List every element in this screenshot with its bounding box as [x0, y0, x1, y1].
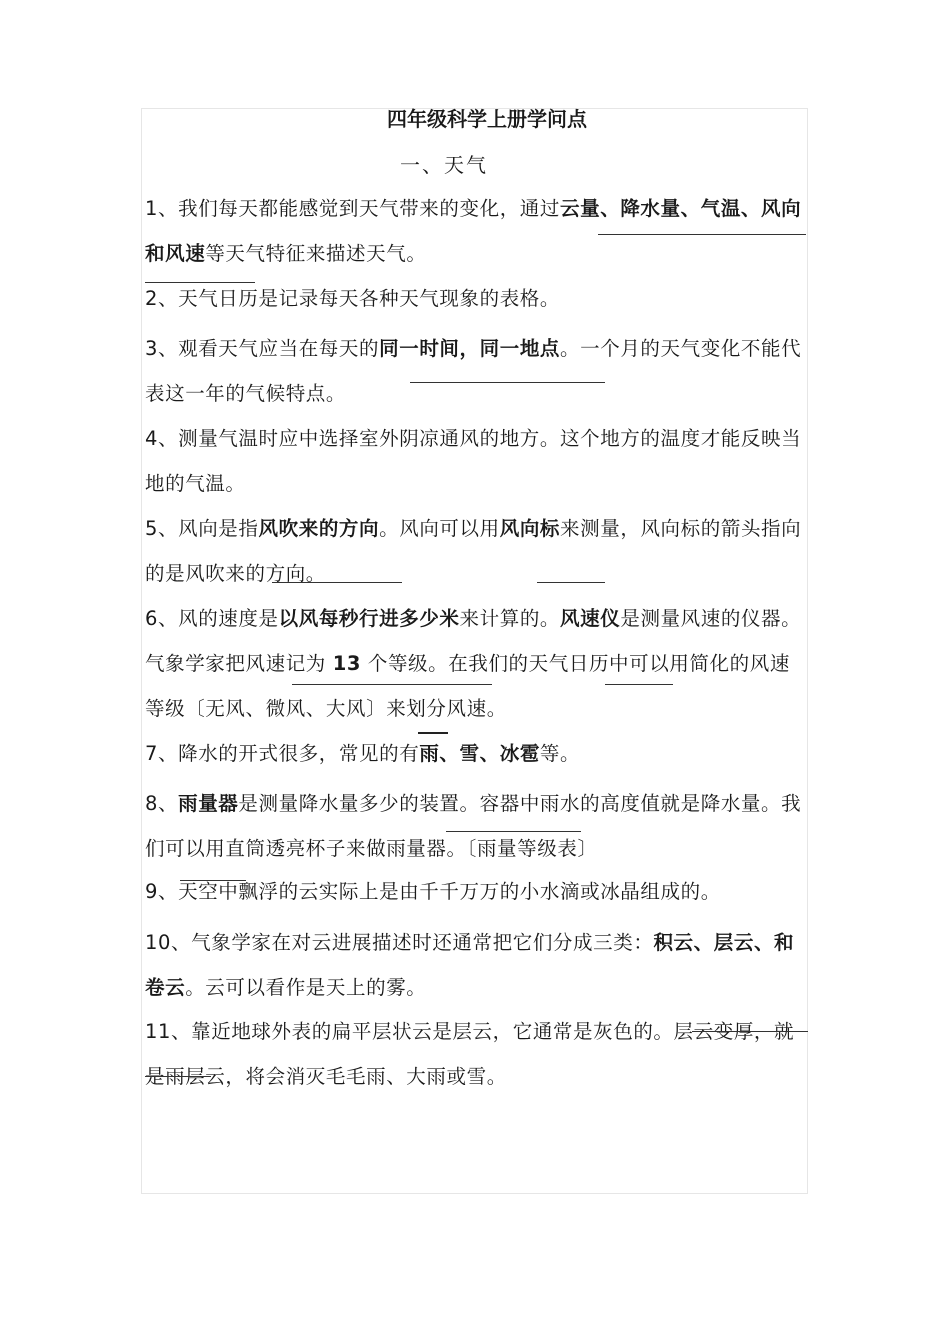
paragraph-10: 10、气象学家在对云进展描述时还通常把它们分成三类：积云、层云、和卷云。云可以看作是天上的雾。 [145, 931, 795, 999]
paragraph-9: 9、天空中飘浮的云实际上是由千千万万的小水滴或冰晶组成的。 [145, 880, 721, 903]
underline-rule [410, 382, 605, 383]
paragraph-5: 5、风向是指风吹来的方向。风向可以用风向标来测量，风向标的箭头指向的是风吹来的方向。 [145, 517, 802, 585]
section-heading: 一、天气 [400, 153, 488, 177]
paragraph-11: 11、靠近地球外表的扁平层状云是层云，它通常是灰色的。层云变厚，就是雨层云，将会消灭毛毛雨、大雨或雪。 [145, 1020, 795, 1088]
underline-rule [418, 732, 448, 734]
underline-rule [598, 234, 806, 235]
underline-rule [605, 684, 673, 685]
paragraph-8: 8、雨量器是测量降水量多少的装置。容器中雨水的高度值就是降水量。我们可以用直筒透亮杯子来做雨量器。〔雨量等级表〕 [145, 792, 802, 860]
strike-rule [145, 1076, 211, 1077]
underline-rule [145, 282, 255, 283]
underline-rule [272, 582, 402, 583]
underline-rule [446, 831, 581, 832]
paragraph-1: 1、我们每天都能感觉到天气带来的变化，通过云量、降水量、气温、风向和风速等天气特征来描述天气。 [145, 197, 802, 265]
underline-rule [292, 684, 492, 685]
underline-rule [537, 582, 605, 583]
page-title: 四年级科学上册学问点 [387, 107, 587, 131]
paragraph-6: 6、风的速度是以风每秒行进多少米来计算的。风速仪是测量风速的仪器。气象学家把风速记为 13 个等级。在我们的天气日历中可以用简化的风速等级〔无风、微风、大风〕来划分风速。 [145, 607, 802, 720]
paragraph-7: 7、降水的开式很多，常见的有雨、雪、冰雹等。 [145, 742, 581, 765]
paragraph-2: 2、天气日历是记录每天各种天气现象的表格。 [145, 287, 561, 310]
paragraph-3: 3、观看天气应当在每天的同一时间，同一地点。一个月的天气变化不能代表这一年的气候特点。 [145, 337, 802, 405]
paragraph-4: 4、测量气温时应中选择室外阴凉通风的地方。这个地方的温度才能反映当地的气温。 [145, 427, 802, 495]
strike-rule [180, 880, 246, 881]
strike-rule [692, 1031, 808, 1032]
